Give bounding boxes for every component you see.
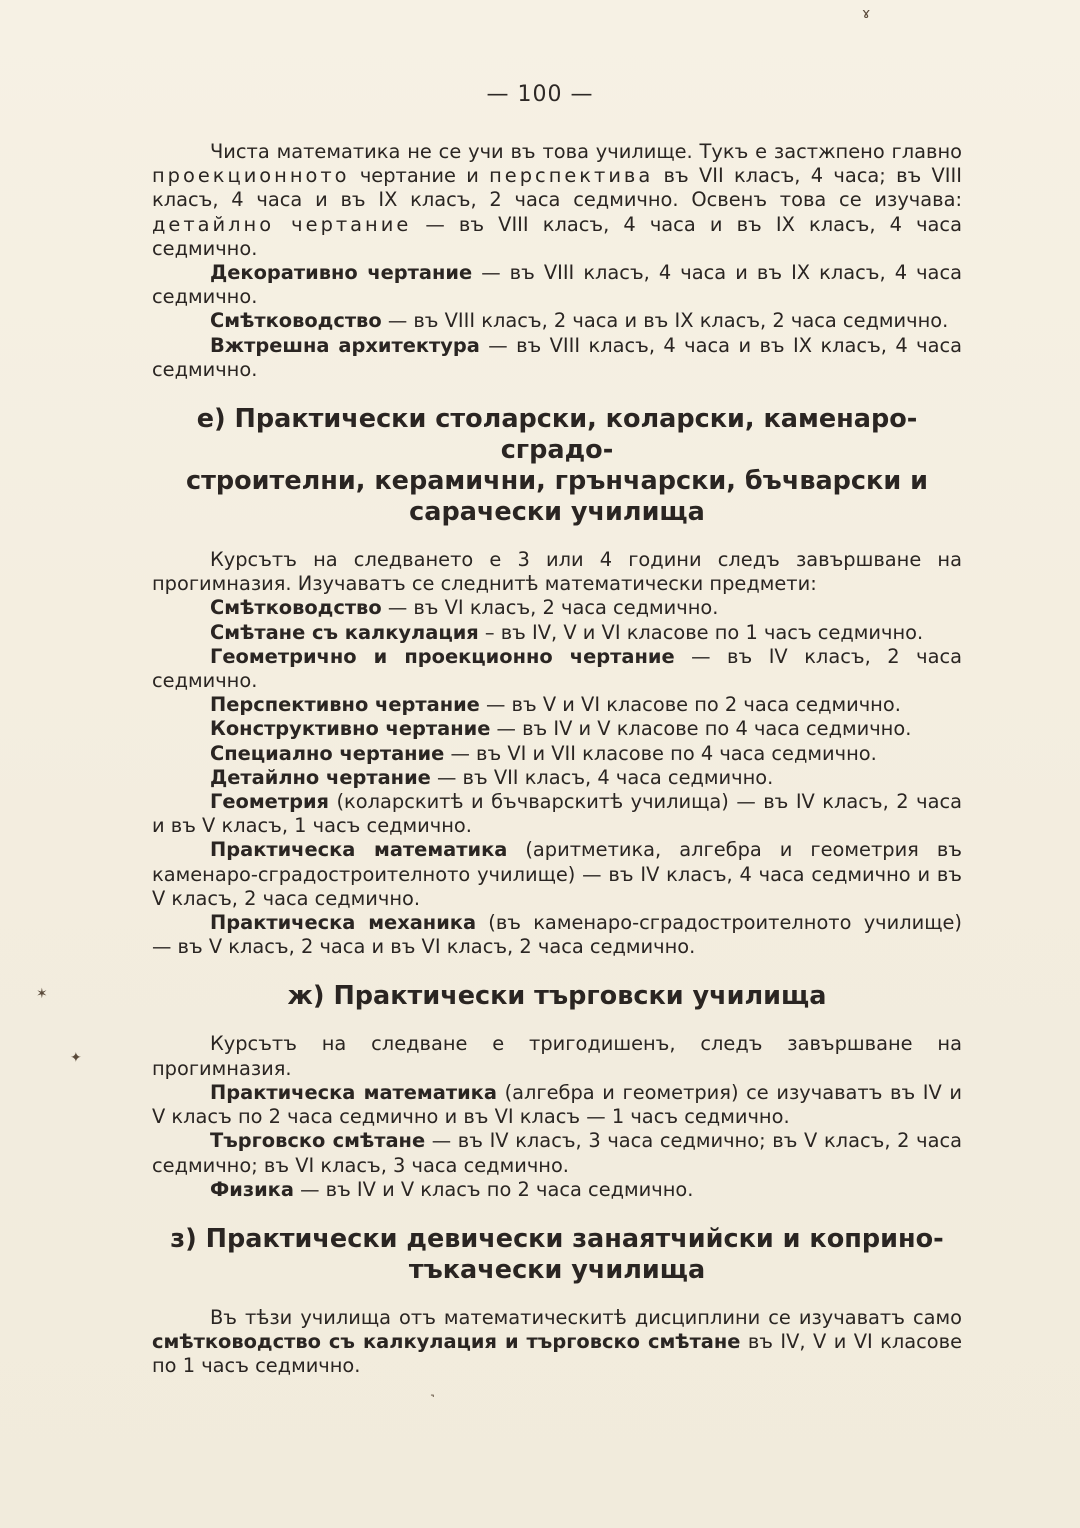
paper-speck: ˺ (430, 1393, 435, 1409)
list-item: Смѣтководство — въ VIII класъ, 2 часа и въ IX класъ, 2 часа седмично. (210, 309, 949, 333)
section-intro: Курсътъ на следването е 3 или 4 години следъ завършване на прогимназия. Изучаватъ се следнитѣ математически предмети: (152, 548, 962, 596)
list-item: Геометрия (коларскитѣ и бъчварскитѣ училища) — въ IV класъ, 2 часа и въ V класъ, 1 часъ седмично. (152, 790, 962, 838)
list-item: Физика — въ IV и V класъ по 2 часа седмично. (210, 1177, 694, 1201)
section-intro: Курсътъ на следване е тригодишенъ, следъ завършване на прогимназия. (152, 1032, 962, 1080)
list-item: Перспективно чертание — въ V и VI класове по 2 часа седмично. (210, 693, 901, 717)
list-item: Геометрично и проекционно чертание — въ IV класъ, 2 часа седмично. (152, 644, 963, 693)
list-item: Детайлно чертание — въ VII класъ, 4 часа седмично. (210, 765, 774, 789)
section-paragraph: Въ тѣзи училища отъ математическитѣ дисциплини се изучаватъ само смѣтководство съ калкулация и търговско смѣтане въ IV, V и VI класове по 1 часъ седмично. (152, 1305, 963, 1378)
section-heading-z: з) Практически девически занаятчийски и коприно- тъкачески училища (170, 1223, 944, 1285)
list-item: Декоративно чертание — въ VIII класъ, 4 часа и въ IX класъ, 4 часа седмично. (152, 261, 962, 309)
page-number: — 100 — (486, 82, 594, 107)
list-item: Практическа механика (въ каменаро-сградостроителното училище) — въ V класъ, 2 часа и въ VI класъ, 2 часа седмично. (152, 911, 962, 959)
list-item: Смѣтане съ калкулация – въ IV, V и VI класове по 1 часъ седмично. (210, 620, 924, 644)
list-item: Търговско смѣтане — въ IV класъ, 3 часа седмично; въ V класъ, 2 часа седмично; въ VI класъ, 3 часа седмично. (152, 1129, 962, 1177)
paper-speck: ✦ (70, 1050, 82, 1066)
list-item: Практическа математика (алгебра и геометрия) се изучаватъ въ IV и V класъ по 2 часа седмично и въ VI класъ — 1 часъ седмично. (152, 1080, 962, 1129)
list-item: Вжтрешна архитектура — въ VIII класъ, 4 часа и въ IX класъ, 4 часа седмично. (152, 333, 963, 381)
intro-paragraph: Чиста математика не се учи въ това училище. Тукъ е застжпено главно проекционното чертание и перспектива въ VII класъ, 4 часа; въ VIII класъ, 4 часа и въ IX класъ, 2 часа седмично. Освенъ това се изучава: детайлно чертание — въ VIII класъ, 4 часа и въ IX класъ, 4 часа седмично. (152, 140, 962, 260)
list-item: Смѣтководство — въ VI класъ, 2 часа седмично. (210, 596, 719, 620)
list-item: Конструктивно чертание — въ IV и V класове по 4 часа седмично. (210, 717, 912, 741)
list-item: Практическа математика (аритметика, алгебра и геометрия въ каменаро-сградостроителното училище) — въ IV класъ, 4 часа седмично и въ V класъ, 2 часа седмично. (152, 838, 962, 910)
paper-speck: ✶ (36, 986, 48, 1002)
list-item: Специално чертание — въ VI и VII класове по 4 часа седмично. (210, 741, 877, 765)
page-content (152, 140, 962, 1379)
section-heading-zh: ж) Практически търговски училища (287, 981, 827, 1012)
section-heading-e: е) Практически столарски, коларски, каменаро-сградо- строителни, керамични, грънчарски, бъчварски и сарачески училища (186, 404, 928, 528)
paper-speck: ɤ (862, 6, 871, 22)
